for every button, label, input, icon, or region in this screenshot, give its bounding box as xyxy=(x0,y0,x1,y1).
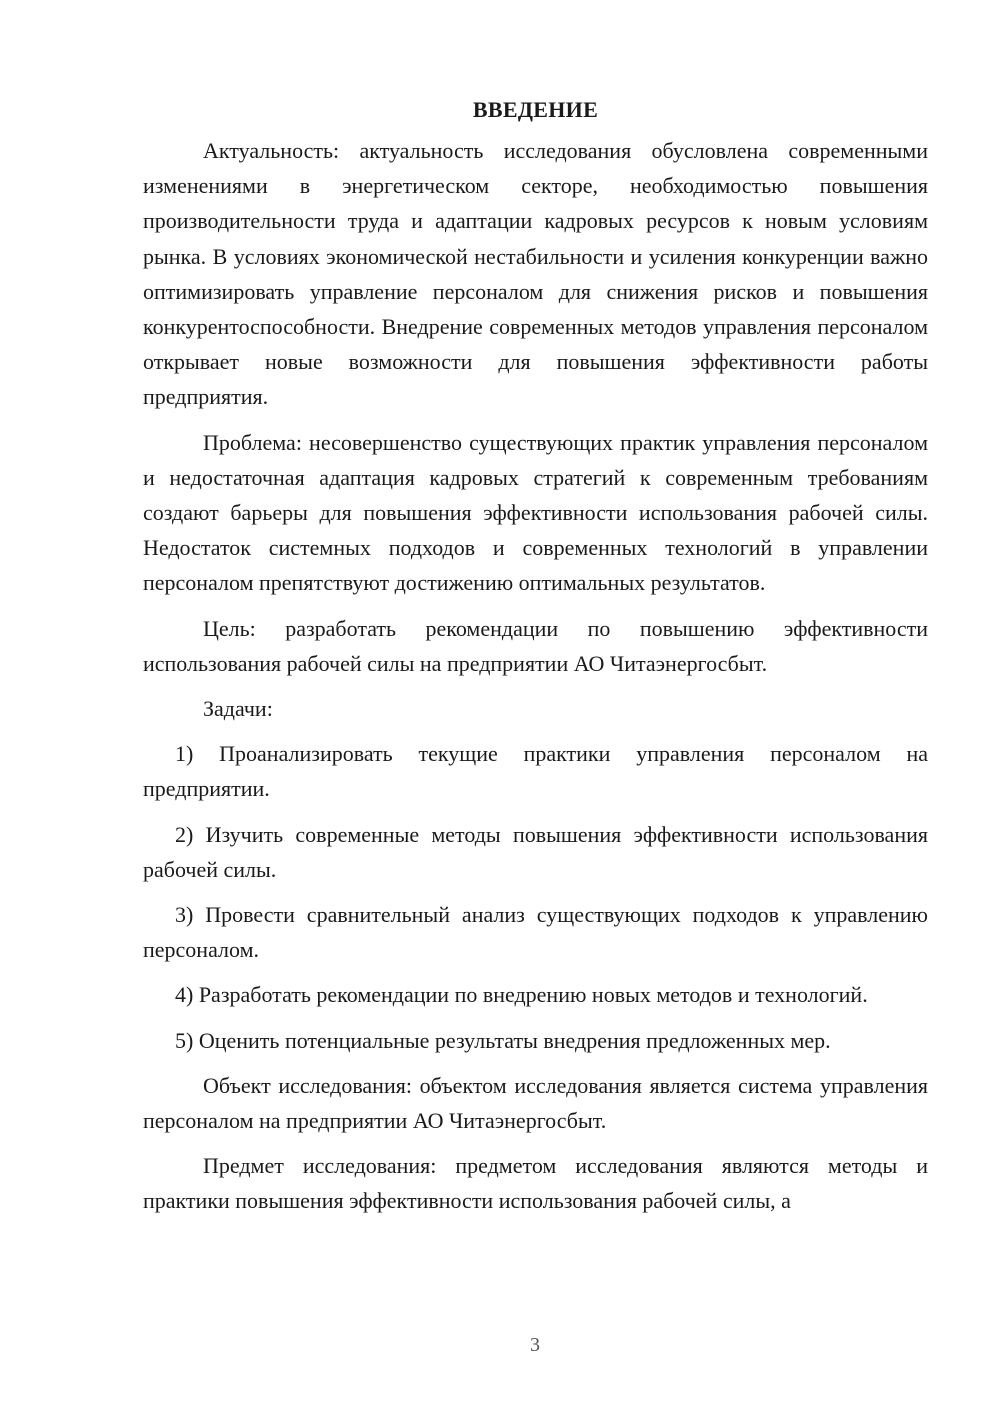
paragraph-object: Объект исследования: объектом исследования является система управления персоналом на предприятии АО Читаэнергосбыт. xyxy=(143,1072,928,1134)
document-page xyxy=(143,95,928,1229)
task-item-2: 2) Изучить современные методы повышения эффективности использования рабочей силы. xyxy=(143,821,928,882)
task-item-5: 5) Оценить потенциальные результаты внедрения предложенных мер. xyxy=(175,1027,831,1053)
section-title: ВВЕДЕНИЕ xyxy=(472,97,599,122)
paragraph-problem: Проблема: несовершенство существующих практик управления персоналом и недостаточная адаптация кадровых стратегий к современным требованиям создают барьеры для повышения эффективности использования рабочей силы. Недостаток системных подходов и современных технологий в управлении персоналом препятствуют достижению оптимальных результатов. xyxy=(143,429,928,596)
page-number: 3 xyxy=(530,1334,540,1356)
task-item-1: 1) Проанализировать текущие практики управления персоналом на предприятии. xyxy=(143,741,928,802)
paragraph-goal: Цель: разработать рекомендации по повышению эффективности использования рабочей силы на предприятии АО Читаэнергосбыт. xyxy=(143,615,928,676)
paragraph-tasks-label: Задачи: xyxy=(203,696,273,722)
task-item-3: 3) Провести сравнительный анализ существующих подходов к управлению персоналом. xyxy=(143,902,928,963)
task-item-4: 4) Разработать рекомендации по внедрению новых методов и технологий. xyxy=(175,982,868,1008)
paragraph-relevance: Актуальность: актуальность исследования обусловлена современными изменениями в энергетическом секторе, необходимостью повышения производительности труда и адаптации кадровых ресурсов к новым условиям рынка. В условиях экономической нестабильности и усиления конкуренции важно оптимизировать управление персоналом для снижения рисков и повышения конкурентоспособности. Внедрение современных методов управления персоналом открывает новые возможности для повышения эффективности работы предприятия. xyxy=(143,138,928,410)
paragraph-subject: Предмет исследования: предметом исследования являются методы и практики повышения эффективности использования рабочей силы, а xyxy=(143,1153,928,1214)
